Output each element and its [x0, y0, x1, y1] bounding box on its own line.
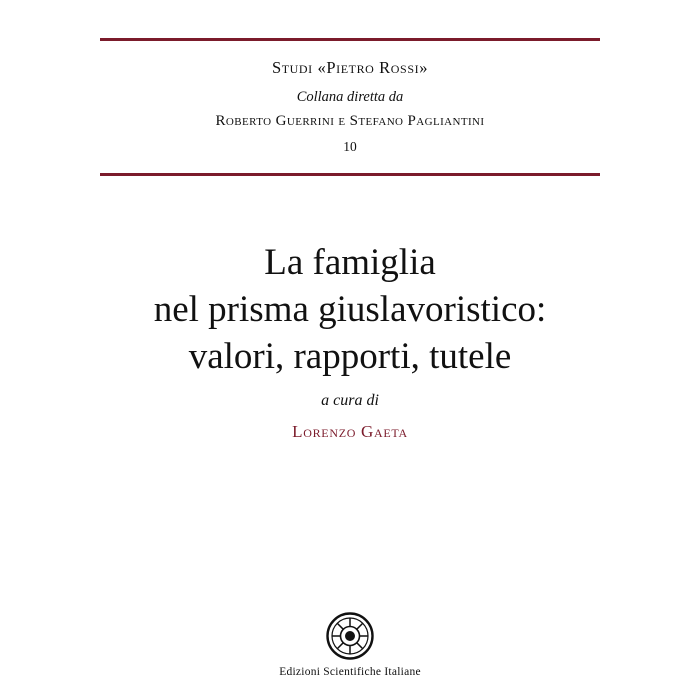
series-subtitle: Collana diretta da	[296, 89, 404, 105]
series-number: 10	[343, 139, 357, 154]
esi-rosette-logo-icon	[326, 612, 374, 660]
editor-name: Lorenzo Gaeta	[292, 422, 408, 441]
book-title-line-2: nel prisma giuslavoristico:	[153, 288, 547, 330]
bottom-rule	[100, 173, 600, 176]
series-block	[100, 38, 600, 176]
book-title-line-3: valori, rapporti, tutele	[188, 335, 512, 377]
publisher-name: Edizioni Scientifiche Italiane	[279, 666, 421, 678]
series-title: Studi «Pietro Rossi»	[271, 58, 429, 77]
title-block	[60, 240, 640, 381]
series-directors: Roberto Guerrini e Stefano Pagliantini	[215, 113, 485, 129]
page-title	[60, 240, 640, 381]
top-rule	[100, 38, 600, 41]
editor-block	[60, 392, 640, 442]
editor-prefix: a cura di	[321, 392, 379, 409]
publisher-block	[0, 612, 700, 678]
book-title-line-1: La famiglia	[264, 242, 436, 283]
